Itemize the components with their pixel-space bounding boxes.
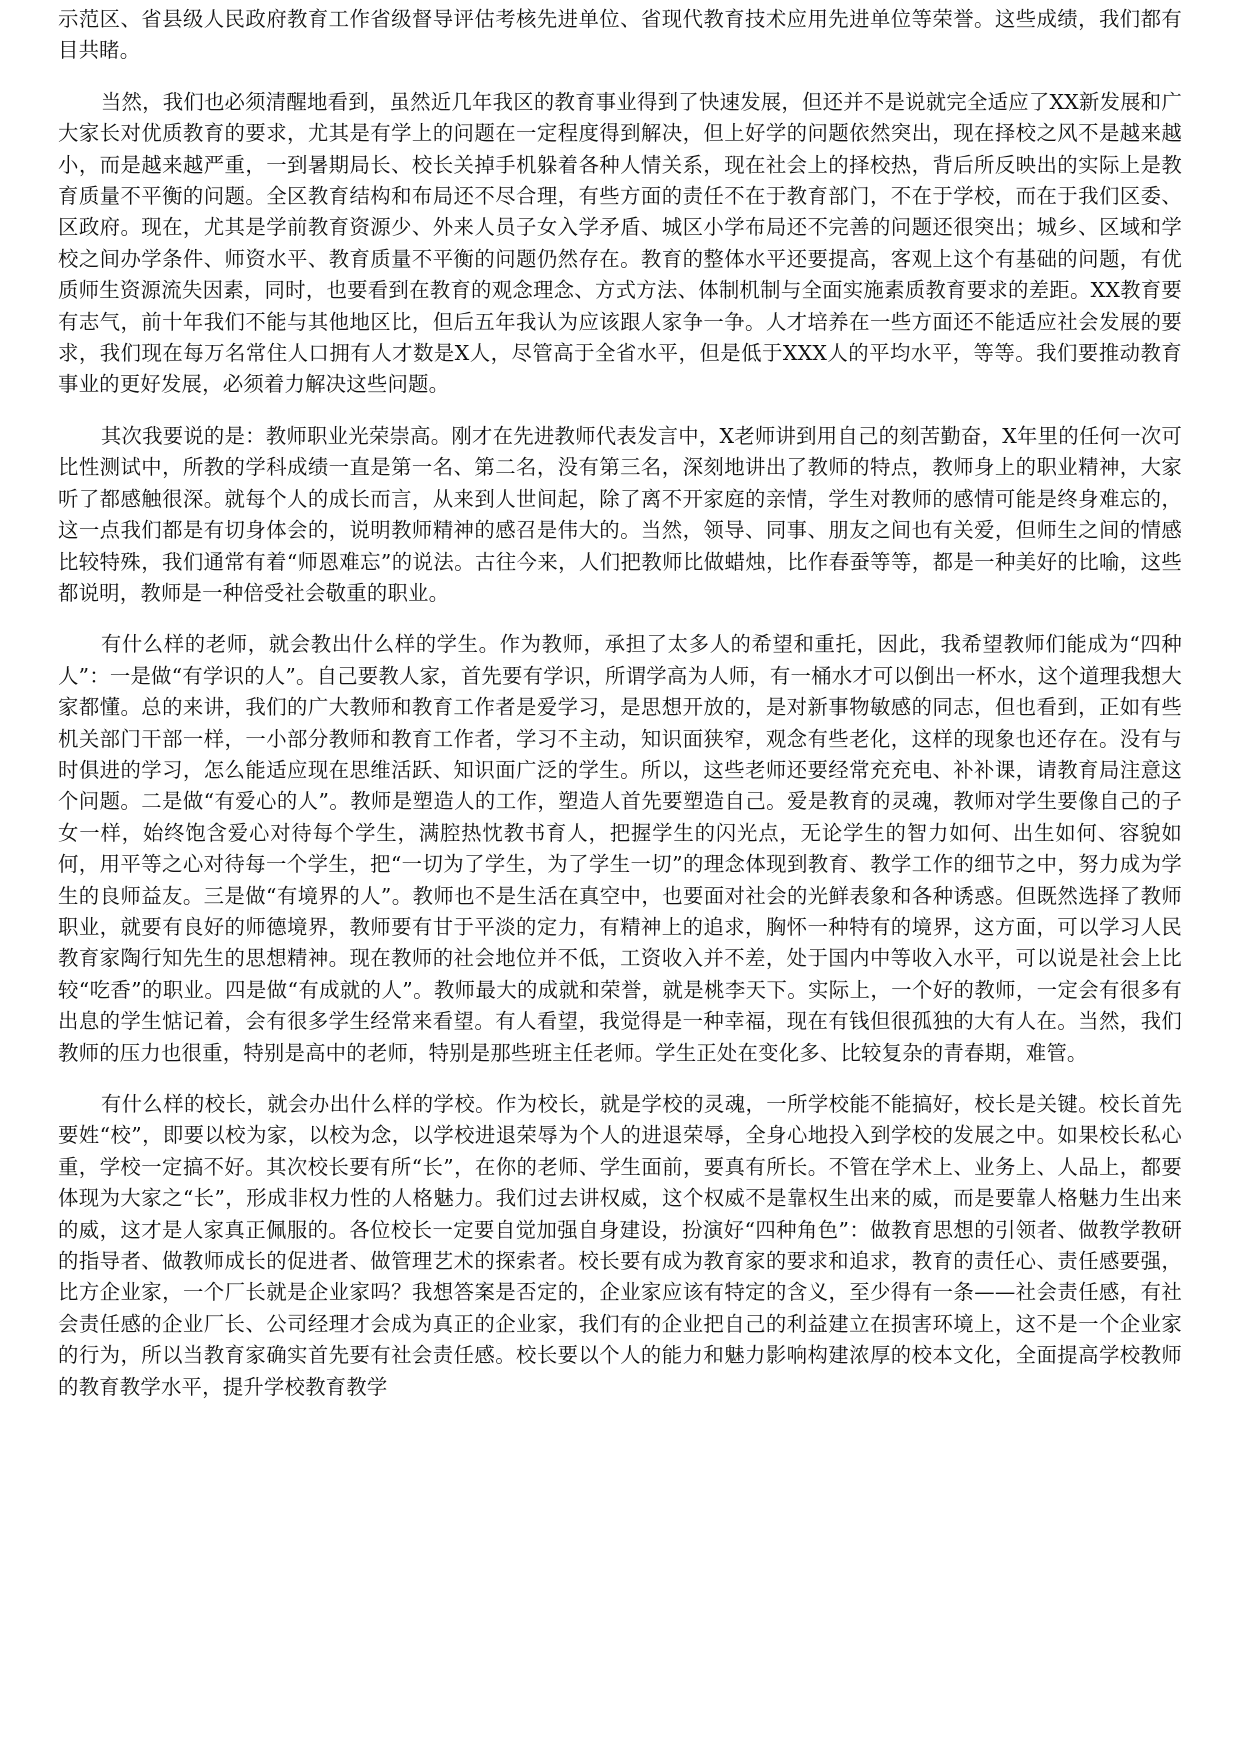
document-body: [58, 4, 1182, 1403]
paragraph-continuation: 示范区、省县级人民政府教育工作省级督导评估考核先进单位、省现代教育技术应用先进单位等荣誉。这些成绩，我们都有目共睹。: [58, 7, 1182, 63]
paragraph-teacher-profession: 其次我要说的是：教师职业光荣崇高。刚才在先进教师代表发言中，X老师讲到用自己的刻苦勤奋，X年里的任何一次可比性测试中，所教的学科成绩一直是第一名、第二名，没有第三名，深刻地讲出了教师的特点，教师身上的职业精神，大家听了都感触很深。就每个人的成长而言，从来到人世间起，除了离不开家庭的亲情，学生对教师的感情可能是终身难忘的，这一点我们都是有切身体会的，说明教师精神的感召是伟大的。当然，领导、同事、朋友之间也有关爱，但师生之间的情感比较特殊，我们通常有着“师恩难忘”的说法。古往今来，人们把教师比做蜡烛，比作春蚕等等，都是一种美好的比喻，这些都说明，教师是一种倍受社会敬重的职业。: [58, 423, 1182, 605]
paragraph-education-problems: 当然，我们也必须清醒地看到，虽然近几年我区的教育事业得到了快速发展，但还并不是说就完全适应了XX新发展和广大家长对优质教育的要求，尤其是有学上的问题在一定程度得到解决，但上好学的问题依然突出，现在择校之风不是越来越小，而是越来越严重，一到暑期局长、校长关掉手机躲着各种人情关系，现在社会上的择校热，背后所反映出的实际上是教育质量不平衡的问题。全区教育结构和布局还不尽合理，有些方面的责任不在于教育部门，不在于学校，而在于我们区委、区政府。现在，尤其是学前教育资源少、外来人员子女入学矛盾、城区小学布局还不完善的问题还很突出；城乡、区域和学校之间办学条件、师资水平、教育质量不平衡的问题仍然存在。教育的整体水平还要提高，客观上这个有基础的问题，有优质师生资源流失因素，同时，也要看到在教育的观念理念、方式方法、体制机制与全面实施素质教育要求的差距。XX教育要有志气，前十年我们不能与其他地区比，但后五年我认为应该跟人家争一争。人才培养在一些方面还不能适应社会发展的要求，我们现在每万名常住人口拥有人才数是X人，尽管高于全省水平，但是低于XXX人的平均水平，等等。我们要推动教育事业的更好发展，必须着力解决这些问题。: [58, 89, 1182, 397]
paragraph-principals: 有什么样的校长，就会办出什么样的学校。作为校长，就是学校的灵魂，一所学校能不能搞好，校长是关键。校长首先要姓“校”，即要以校为家，以校为念，以学校进退荣辱为个人的进退荣辱，全身心地投入到学校的发展之中。如果校长私心重，学校一定搞不好。其次校长要有所“长”，在你的老师、学生面前，要真有所长。不管在学术上、业务上、人品上，都要体现为大家之“长”，形成非权力性的人格魅力。我们过去讲权威，这个权威不是靠权生出来的威，而是要靠人格魅力生出来的威，这才是人家真正佩服的。各位校长一定要自觉加强自身建设，扮演好“四种角色”：做教育思想的引领者、做教学教研的指导者、做教师成长的促进者、做管理艺术的探索者。校长要有成为教育家的要求和追求，教育的责任心、责任感要强，比方企业家，一个厂长就是企业家吗？我想答案是否定的，企业家应该有特定的含义，至少得有一条——社会责任感，有社会责任感的企业厂长、公司经理才会成为真正的企业家，我们有的企业把自己的利益建立在损害环境上，这不是一个企业家的行为，所以当教育家确实首先要有社会责任感。校长要以个人的能力和魅力影响构建浓厚的校本文化，全面提高学校教师的教育教学水平，提升学校教育教学: [58, 1092, 1182, 1399]
paragraph-four-kinds-of-teachers: 有什么样的老师，就会教出什么样的学生。作为教师，承担了太多人的希望和重托，因此，我希望教师们能成为“四种人”：一是做“有学识的人”。自己要教人家，首先要有学识，所谓学高为人师，有一桶水才可以倒出一杯水，这个道理我想大家都懂。总的来讲，我们的广大教师和教育工作者是爱学习，是思想开放的，是对新事物敏感的同志，但也看到，正如有些机关部门干部一样，一小部分教师和教育工作者，学习不主动，知识面狭窄，观念有些老化，这样的现象也还存在。没有与时俱进的学习，怎么能适应现在思维活跃、知识面广泛的学生。所以，这些老师还要经常充充电、补补课，请教育局注意这个问题。二是做“有爱心的人”。教师是塑造人的工作，塑造人首先要塑造自己。爱是教育的灵魂，教师对学生要像自己的子女一样，始终饱含爱心对待每个学生，满腔热忱教书育人，把握学生的闪光点，无论学生的智力如何、出生如何、容貌如何，用平等之心对待每一个学生，把“一切为了学生，为了学生一切”的理念体现到教育、教学工作的细节之中，努力成为学生的良师益友。三是做“有境界的人”。教师也不是生活在真空中，也要面对社会的光鲜表象和各种诱惑。但既然选择了教师职业，就要有良好的师德境界，教师要有甘于平淡的定力，有精神上的追求，胸怀一种特有的境界，这方面，可以学习人民教育家陶行知先生的思想精神。现在教师的社会地位并不低，工资收入并不差，处于国内中等收入水平，可以说是社会上比较“吃香”的职业。四是做“有成就的人”。教师最大的成就和荣誉，就是桃李天下。实际上，一个好的教师，一定会有很多有出息的学生惦记着，会有很多学生经常来看望。有人看望，我觉得是一种幸福，现在有钱但很孤独的大有人在。当然，我们教师的压力也很重，特别是高中的老师，特别是那些班主任老师。学生正处在变化多、比较复杂的青春期，难管。: [58, 632, 1182, 1065]
